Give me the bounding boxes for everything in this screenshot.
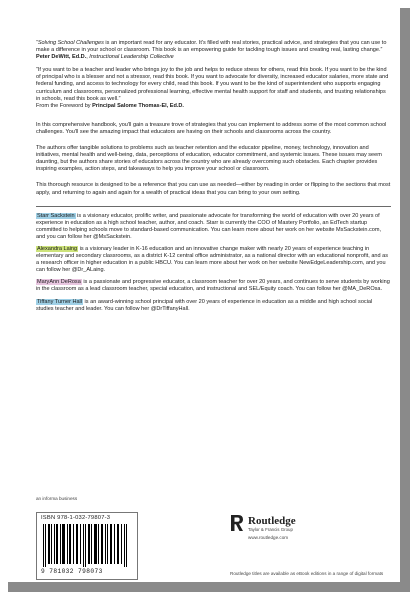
barcode-icon (41, 524, 131, 567)
author-name-highlight: Tiffany Turner Hall (37, 298, 83, 305)
endorser-name: Peter DeWitt, Ed.D. (36, 54, 87, 61)
isbn-label: ISBN 978-1-032-79807-3 (41, 515, 111, 521)
footer (36, 496, 391, 576)
bio-starr (36, 213, 391, 241)
informa-tagline: an informa business (36, 496, 78, 501)
bio-text: is an award-winning school principal with over 20 years of experience in education as a middle and high school social studies teacher and leader. You can follow her @DrTiffanyHall. (36, 298, 373, 312)
quote-text: is an important read for any educator. It's filled with real stories, practical advice, and strategies that you can use to make a difference in your school or classroom. This book is an empowering guide for tackling tough issues and creating real, lasting change.” (36, 40, 387, 54)
isbn-barcode-box (36, 512, 138, 580)
endorsement-dewitt: “Solving School Challenges is an important read for any educator. It's filled with real stories, practical advice, and strategies that you can use to make a difference in your school or classroom. This book is an empowering guide for tackling tough issues and creating real, lasting change.” Peter DeWitt, Ed.D., Instructional Leadership Collective (36, 40, 387, 61)
publisher-url: www.routledge.com (248, 535, 289, 540)
back-cover-content (36, 40, 391, 318)
ebook-note: Routledge titles are available as eBook editions in a range of digital formats (230, 571, 384, 576)
publisher-name: Routledge (248, 515, 296, 527)
quote-text: “If you want to be a teacher and leader who brings joy to the job and helps to reduce stress for others, read this book. If you want to be the kind of principal who is a blesser and not a stressor, read this book. If you want to advocate for diversity, increased educator salaries, more state and federal funding, and access to technology for every child, read this book. If you want to be the kind of superintendent who supports engaging curriculum and classrooms, personalized professional learning, effective mental health support for staff and students, and trusting relationships in schools, read this book as well.” (36, 67, 389, 102)
description-paragraph-1: In this comprehensive handbook, you'll gain a treasure trove of strategies that you can implement to address some of the most common school challenges. You'll see the amazing impact that educators are having on their schools and classrooms across the country. (36, 121, 387, 135)
bio-text: is a visionary educator, prolific writer, and passionate advocate for transforming the world of education with over 20 years of experience in education as a high school teacher, author, and coach. Starr is currently the COO of Mastery Portfolio, an EdTech startup committed to helping schools move to standard-based communication. You can learn more about her work on her website MsSackstein.com, and you can follow her @MsSackstein. (36, 212, 382, 240)
description-paragraph-2: The authors offer tangible solutions to problems such as teacher retention and the educator pipeline, money, technology, innovation and initiatives, mental health and well-being, data, perceptions of education, educator commitment, and systemic issues. These issues may seem daunting, but the authors share stories of educators across the country who are already overcoming such obstacles. Each chapter provides inspiring examples, action steps, and takeaways to help you improve your school or classroom. (36, 145, 382, 173)
bio-tiffany (36, 299, 391, 313)
foreword-prefix: From the Foreword by (36, 102, 93, 109)
bio-text: is a visionary leader in K-16 education and an innovative change maker with nearly 20 years of experience teaching in elementary and secondary classrooms, as a district K-12 central office administrator, as a national director with an educational nonprofit, and as a research officer in higher education in a public HBCU. You can learn more about her work on her website NewEdgeLeadership.com, and you can follow her @Dr_ALaing. (36, 245, 389, 274)
author-name-highlight: Alexandra Laing (37, 245, 78, 252)
author-name-highlight: Starr Sackstein (37, 212, 75, 219)
barcode-number: 9 781032 798073 (41, 568, 103, 575)
endorser-affiliation: Instructional Leadership Collective (89, 54, 174, 61)
foreword-author: Principal Salome Thomas-El, Ed.D. (92, 102, 184, 109)
endorsement-foreword (36, 67, 391, 110)
bio-text: is a passionate and progressive educator, a classroom teacher for over 20 years, and continues to serve students by working in the classroom as a lead classroom teacher, special education, and instructional and SEL/Equity coach. You can follow her @MA_DeROsa. (36, 279, 390, 293)
publisher-group: Taylor & Francis Group (248, 527, 293, 532)
routledge-logo (230, 512, 320, 544)
author-name-highlight: MaryAnn DeRosa (37, 279, 81, 286)
bio-alexandra (36, 246, 391, 274)
routledge-r-icon (230, 514, 244, 532)
divider (36, 206, 391, 207)
bio-maryann (36, 279, 391, 293)
book-title: Solving School Challenges (37, 40, 104, 46)
description-paragraph-3: This thorough resource is designed to be a reference that you can use as needed—either by reading in order or flipping to the sections that most apply, and returning to again and again for a wealth of practical ideas that you can bring to your own setting. (36, 182, 391, 196)
